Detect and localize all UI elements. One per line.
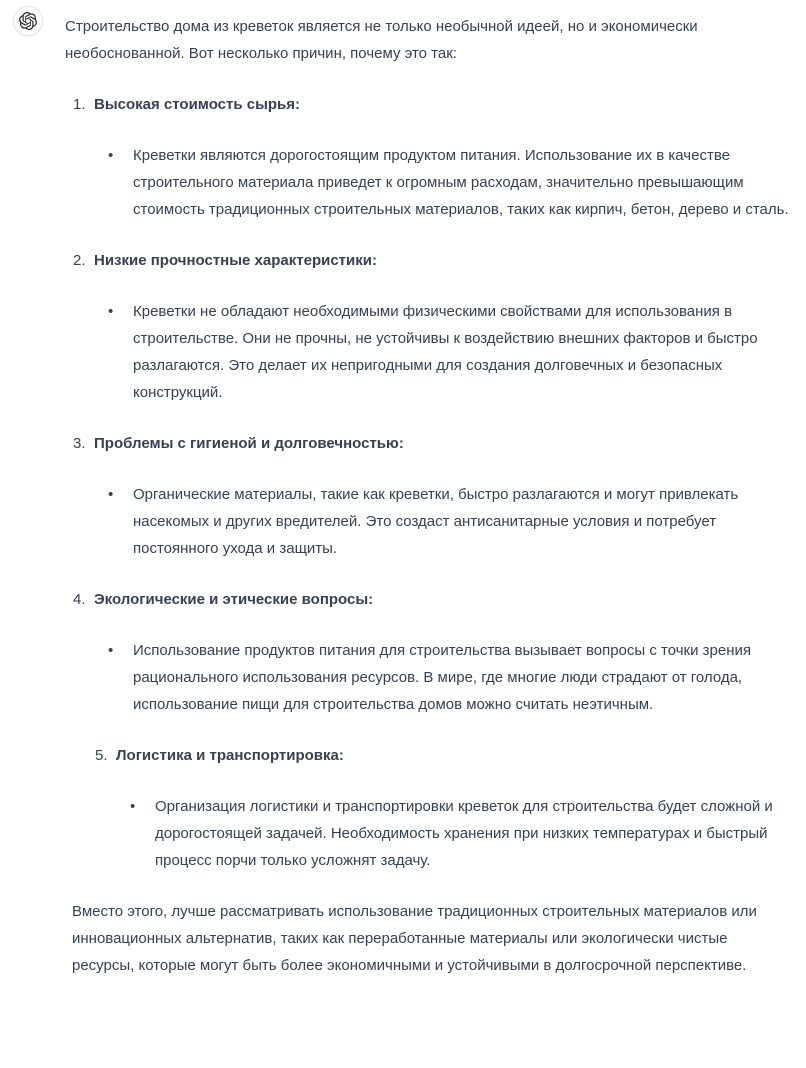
list-item-group	[65, 586, 790, 718]
list-item-group	[65, 91, 790, 223]
bullet-icon: •	[108, 303, 114, 320]
list-item-title: Низкие прочностные характеристики:	[94, 252, 377, 269]
list-item-number: 5.	[95, 747, 108, 764]
bullet-item	[108, 637, 790, 718]
list-item-number: 2.	[73, 252, 86, 269]
list-item-title: Логистика и транспортировка:	[116, 747, 344, 764]
bullet-icon: •	[108, 147, 114, 164]
bullet-text: Креветки являются дорогостоящим продуктом питания. Использование их в качестве строительного материала приведет к огромным расходам, значительно превышающим стоимость традиционных строительных материалов, таких как кирпич, бетон, дерево и сталь.	[133, 147, 789, 218]
bullet-item	[108, 298, 790, 406]
list-item-number: 1.	[73, 96, 86, 113]
list-item-group	[65, 742, 790, 874]
intro-paragraph: Строительство дома из креветок является не только необычной идеей, но и экономически необоснованной. Вот несколько причин, почему это так:	[65, 18, 698, 62]
list-item-header	[73, 430, 790, 457]
avatar	[13, 6, 43, 36]
list-item-group	[65, 247, 790, 406]
list-item-header	[95, 742, 790, 769]
list-item-header	[73, 91, 790, 118]
bullet-text: Креветки не обладают необходимыми физическими свойствами для использования в строительстве. Они не прочны, не устойчивы к воздействию внешних факторов и быстро разлагаются. Это делает их непригодными для создания долговечных и безопасных конструкций.	[133, 303, 758, 401]
bullet-text: Использование продуктов питания для строительства вызывает вопросы с точки зрения рационального использования ресурсов. В мире, где многие люди страдают от голода, использование пищи для строительства домов можно считать неэтичным.	[133, 642, 751, 713]
list-item-number: 4.	[73, 591, 86, 608]
bullet-icon: •	[108, 642, 114, 659]
list-item-header	[73, 247, 790, 274]
list-item-title: Высокая стоимость сырья:	[94, 96, 301, 113]
bullet-item	[108, 142, 790, 223]
bullet-text: Органические материалы, такие как креветки, быстро разлагаются и могут привлекать насекомых и других вредителей. Это создаст антисанитарные условия и потребует постоянного ухода и защиты.	[133, 486, 739, 557]
list-item-header	[73, 586, 790, 613]
list-item-group	[65, 430, 790, 562]
outro-paragraph: Вместо этого, лучше рассматривать использование традиционных строительных материалов или инновационных альтернатив, таких как переработанные материалы или экологически чистые ресурсы, которые могут быть более экономичными и устойчивыми в долгосрочной перспективе.	[72, 903, 757, 974]
list-item-title: Проблемы с гигиеной и долговечностью:	[94, 435, 404, 452]
bullet-item	[130, 793, 790, 874]
bullet-text: Организация логистики и транспортировки креветок для строительства будет сложной и дорогостоящей задачей. Необходимость хранения при низких температурах и быстрый процесс порчи только усложнят задачу.	[155, 798, 773, 869]
list-item-title: Экологические и этические вопросы:	[94, 591, 374, 608]
bullet-icon: •	[108, 486, 114, 503]
bullet-item	[108, 481, 790, 562]
bullet-icon: •	[130, 798, 136, 815]
list-item-number: 3.	[73, 435, 86, 452]
message-content	[65, 6, 790, 979]
openai-logo-icon	[19, 12, 37, 30]
